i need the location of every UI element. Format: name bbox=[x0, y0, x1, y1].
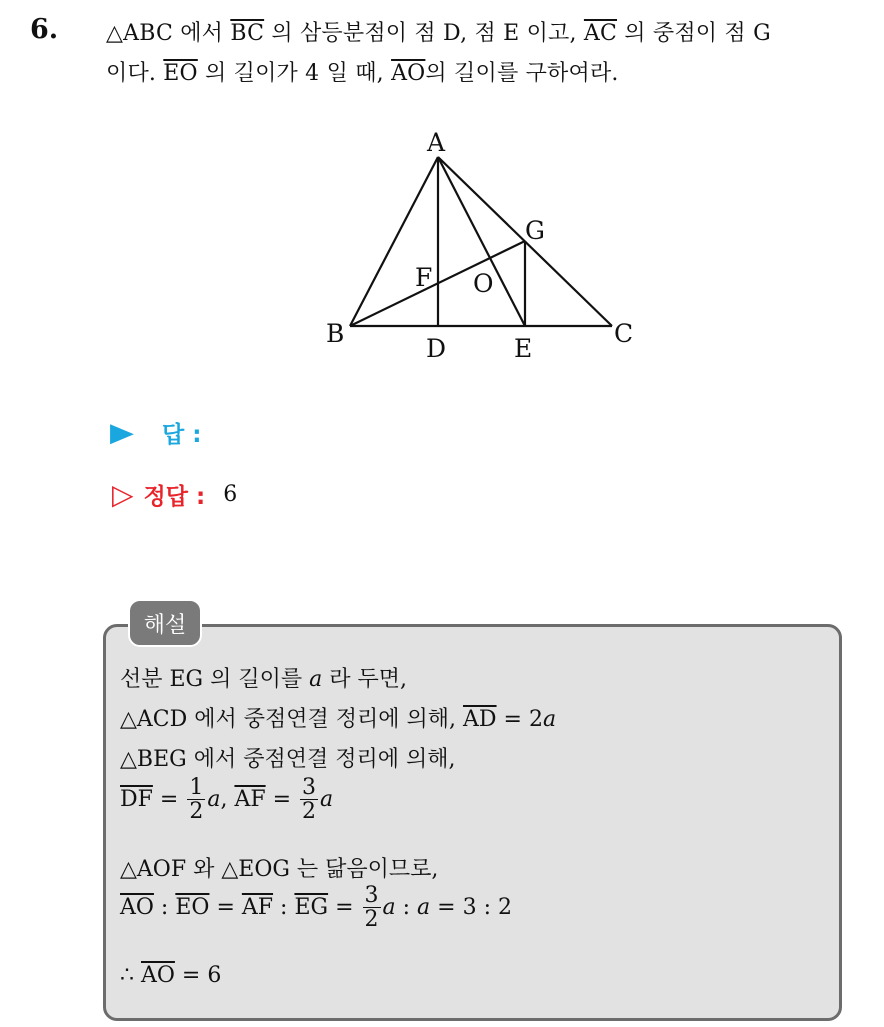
segment-df-text: $\overline{DF}$ bbox=[120, 787, 153, 813]
segment-af-text: $\overline{AF}$ bbox=[241, 895, 274, 921]
sol-text: : bbox=[395, 895, 418, 921]
triangle-figure bbox=[300, 120, 660, 370]
segment-af-text: $\overline{AF}$ bbox=[234, 787, 266, 813]
segment-bc: $\overline{BC}$ bbox=[230, 21, 265, 46]
var-a: a bbox=[417, 895, 431, 921]
segment-ad-text: $\overline{AD}$ bbox=[463, 707, 497, 732]
solution-line-2 bbox=[120, 702, 556, 733]
sol-text: , bbox=[220, 787, 235, 813]
numerator: 3 bbox=[302, 775, 317, 800]
solution-line-5: △AOF 와 △EOG 는 닮음이므로, bbox=[120, 857, 439, 882]
q-text: 이다. bbox=[106, 61, 164, 86]
var-a: a bbox=[309, 667, 323, 692]
var-a: a bbox=[207, 787, 221, 813]
segment-ac: $\overline{AC}$ bbox=[583, 21, 618, 46]
label-a: A bbox=[427, 128, 446, 157]
segment-eo-text: $\overline{EO}$ bbox=[175, 895, 210, 921]
sol-text: = bbox=[152, 787, 186, 813]
q-text: 의 삼등분점이 점 D, 점 E 이고, bbox=[264, 21, 584, 46]
question-text-line1 bbox=[106, 16, 771, 47]
solution-badge: 해설 bbox=[128, 599, 202, 647]
solution-line-1 bbox=[120, 662, 407, 693]
solution-line-4 bbox=[120, 776, 333, 823]
var-a: a bbox=[320, 787, 334, 813]
question-number: 6. bbox=[30, 14, 59, 45]
sol-text: 라 두면, bbox=[322, 667, 407, 692]
sol-text: = 6 bbox=[174, 963, 222, 988]
correct-play-outline-icon: ▷ bbox=[112, 478, 134, 511]
segment-ao-text: $\overline{AO}$ bbox=[141, 963, 175, 988]
q-text: △ABC 에서 bbox=[106, 21, 231, 46]
denominator: 2 bbox=[189, 799, 204, 825]
label-d: D bbox=[426, 334, 447, 363]
label-c: C bbox=[614, 319, 634, 348]
fraction-three-half bbox=[363, 884, 381, 931]
fraction-three-half bbox=[300, 776, 318, 823]
label-b: B bbox=[326, 319, 345, 348]
numerator: 3 bbox=[364, 883, 379, 908]
denominator: 2 bbox=[302, 799, 317, 825]
solution-line-3: △BEG 에서 중점연결 정리에 의해, bbox=[120, 747, 456, 772]
label-g: G bbox=[525, 216, 545, 245]
q-text: 의 길이가 4 일 때, bbox=[197, 61, 392, 86]
var-a: a bbox=[542, 707, 557, 732]
label-o: O bbox=[473, 269, 494, 298]
sol-text: = 2 bbox=[496, 707, 543, 732]
therefore-symbol: ∴ bbox=[120, 963, 141, 988]
label-e: E bbox=[514, 334, 533, 363]
fraction-one-half bbox=[187, 776, 205, 823]
sol-text: = bbox=[328, 895, 361, 921]
q-text: 의 길이를 구하여라. bbox=[425, 61, 619, 86]
segment-eo: $\overline{EO}$ bbox=[163, 61, 198, 86]
q-text: 의 중점이 점 G bbox=[617, 21, 771, 46]
numerator: 1 bbox=[189, 775, 204, 800]
segment-ao-text: $\overline{AO}$ bbox=[120, 895, 154, 921]
answer-play-icon: ▶ bbox=[110, 417, 134, 448]
sol-text: : bbox=[273, 895, 295, 921]
correct-answer-row bbox=[112, 478, 237, 511]
answer-row bbox=[112, 416, 201, 449]
solution-line-6 bbox=[120, 884, 512, 931]
sol-text: = bbox=[265, 787, 299, 813]
segment-eg-text: $\overline{EG}$ bbox=[294, 895, 329, 921]
sol-text: 선분 EG 의 길이를 bbox=[120, 667, 310, 692]
segment-ao: $\overline{AO}$ bbox=[391, 61, 426, 86]
sol-text: : bbox=[153, 895, 176, 921]
segment-ae bbox=[438, 157, 525, 326]
correct-answer-label: 정답 : bbox=[143, 484, 206, 510]
label-f: F bbox=[415, 263, 433, 292]
edge-ab bbox=[350, 157, 438, 326]
var-a: a bbox=[382, 895, 396, 921]
sol-text: = bbox=[209, 895, 242, 921]
sol-text: △ACD 에서 중점연결 정리에 의해, bbox=[120, 707, 464, 732]
answer-label: 답 : bbox=[162, 422, 202, 448]
sol-text: = 3 : 2 bbox=[430, 895, 512, 921]
solution-line-7 bbox=[120, 963, 221, 988]
denominator: 2 bbox=[364, 907, 379, 933]
correct-answer-value: 6 bbox=[223, 482, 238, 507]
question-text-line2 bbox=[106, 56, 619, 87]
